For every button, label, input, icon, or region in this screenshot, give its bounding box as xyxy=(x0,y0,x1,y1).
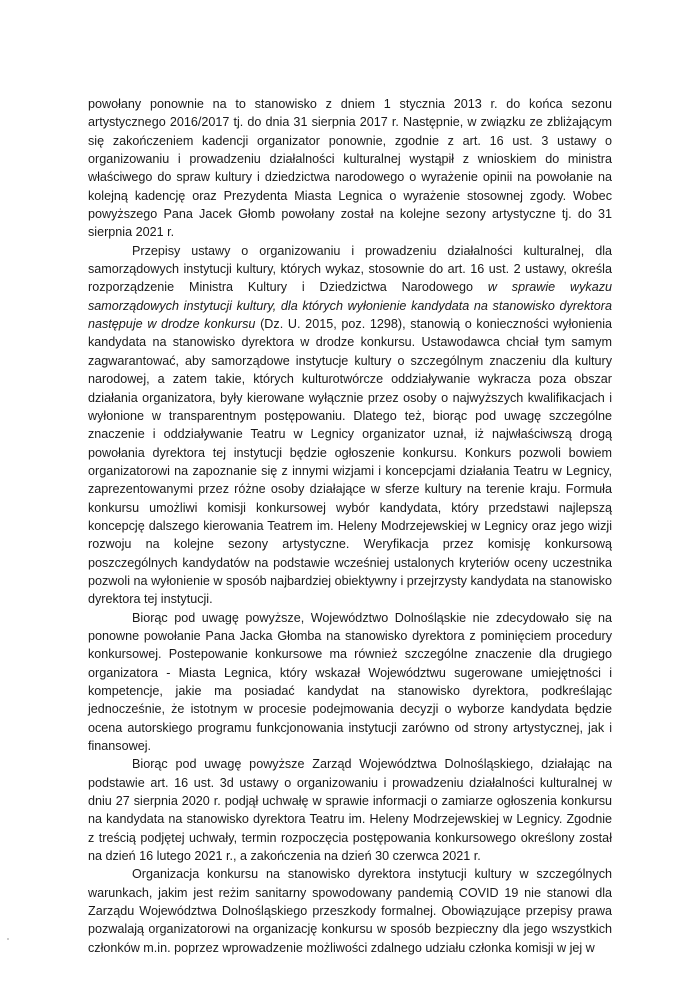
paragraph xyxy=(88,865,612,957)
document-page xyxy=(88,95,612,957)
paragraph xyxy=(88,755,612,865)
paragraph xyxy=(88,95,612,242)
text-segment: powołany ponownie na to stanowisko z dniem 1 stycznia 2013 r. do końca sezonu artystycznego 2016/2017 tj. do dnia 31 sierpnia 2017 r. Następnie, w związku ze zbliżającym się zakończeniem kadencji organizator ponownie, zgodnie z art. 16 ust. 3 ustawy o organizowaniu i prowadzeniu działalności kulturalnej wystąpił z wnioskiem do ministra właściwego do spraw kultury i dziedzictwa narodowego o wyrażenie opinii na powołanie na kolejną kadencję oraz Prezydenta Miasta Legnica o wyrażenie stosownej zgody. Wobec powyższego Pana Jacek Głomb powołany został na kolejne sezony artystyczne tj. do 31 sierpnia 2021 r. xyxy=(88,97,612,240)
text-segment: Organizacja konkursu na stanowisko dyrektora instytucji kultury w szczególnych warunkach, jakim jest reżim sanitarny spowodowany pandemią COVID 19 nie stanowi dla Zarządu Województwa Dolnośląskiego przeszkody formalnej. Obowiązujące przepisy prawa pozwalają organizatorowi na organizację konkursu w sposób bezpieczny dla jego wszystkich członków m.in. poprzez wprowadzenie możliwości zdalnego udziału członka komisji w jej w xyxy=(88,867,612,955)
text-segment: Biorąc pod uwagę powyższe, Województwo Dolnośląskie nie zdecydowało się na ponowne powołanie Pana Jacka Głomba na stanowisko dyrektora z pominięciem procedury konkursowej. Postepowanie konkursowe ma również szczególne znaczenie dla drugiego organizatora - Miasta Legnica, który wskazał Województwu sugerowane umiejętności i kompetencje, jakie ma posiadać kandydat na stanowisko dyrektora, podkreślając jednocześnie, że istotnym w procesie podejmowania decyzji o wyborze kandydata będzie ocena autorskiego programu funkcjonowania instytucji zarówno od strony artystycznej, jak i finansowej. xyxy=(88,610,612,754)
paragraph xyxy=(88,609,612,756)
text-segment: (Dz. U. 2015, poz. 1298), stanowią o konieczności wyłonienia kandydata na stanowisko dyrektora w drodze konkursu. Ustawodawca chciał tym samym zagwarantować, aby samorządowe instytucje kultury o szczególnym znaczeniu dla kultury narodowej, a zatem takie, których kulturotwórcze oddziaływanie wykracza poza obszar działania organizatora, były kierowane wyłącznie przez osoby o najwyższych kwalifikacjach i wyłonione w transparentnym postępowaniu. Dlatego też, biorąc pod uwagę szczególne znaczenie i oddziaływanie Teatru w Legnicy organizator uznał, iż najwłaściwszą drogą powołania dyrektora tej instytucji będzie ogłoszenie konkursu. Konkurs pozwoli bowiem organizatorowi na zapoznanie się z innymi wizjami i koncepcjami działania Teatru w Legnicy, zaprezentowanymi przez różne osoby działające w sferze kultury na terenie kraju. Formuła konkursu umożliwi komisji konkursowej wybór kandydata, który przedstawi najlepszą koncepcję dalszego kierowania Teatrem im. Heleny Modrzejewskiej w Legnicy oraz jego wizji rozwoju na kolejne sezony artystyczne. Weryfikacja przez komisję konkursową poszczególnych kandydatów na podstawie wcześniej ustalonych kryteriów oceny uczestnika pozwoli na wyłonienie w sposób najbardziej obiektywny i przejrzysty kandydata na stanowisko dyrektora tej instytucji. xyxy=(88,317,613,607)
text-segment: Przepisy ustawy o organizowaniu i prowadzeniu działalności kulturalnej, dla samorządowych instytucji kultury, których wykaz, stosownie do art. 16 ust. 2 ustawy, określa rozporządzenie Ministra Kultury i Dziedzictwa Narodowego xyxy=(88,243,612,295)
text-segment: Biorąc pod uwagę powyższe Zarząd Województwa Dolnośląskiego, działając na podstawie art. 16 ust. 3d ustawy o organizowaniu i prowadzeniu działalności kulturalnej w dniu 27 sierpnia 2020 r. podjął uchwałę w sprawie informacji o zamiarze ogłoszenia konkursu na kandydata na stanowisko dyrektora Teatru im. Heleny Modrzejewskiej w Legnicy. Zgodnie z treścią podjętej uchwały, termin rozpoczęcia postępowania konkursowego określony został na dzień 16 lutego 2021 r., a zakończenia na dzień 30 czerwca 2021 r. xyxy=(88,757,612,864)
italic-text-segment: w sprawie wykazu samorządowych instytucji kultury, dla których wyłonienie kandydata na stanowisko dyrektora następuje w drodze konkursu xyxy=(88,280,613,332)
paragraph xyxy=(88,242,612,609)
scan-speck xyxy=(7,938,9,940)
